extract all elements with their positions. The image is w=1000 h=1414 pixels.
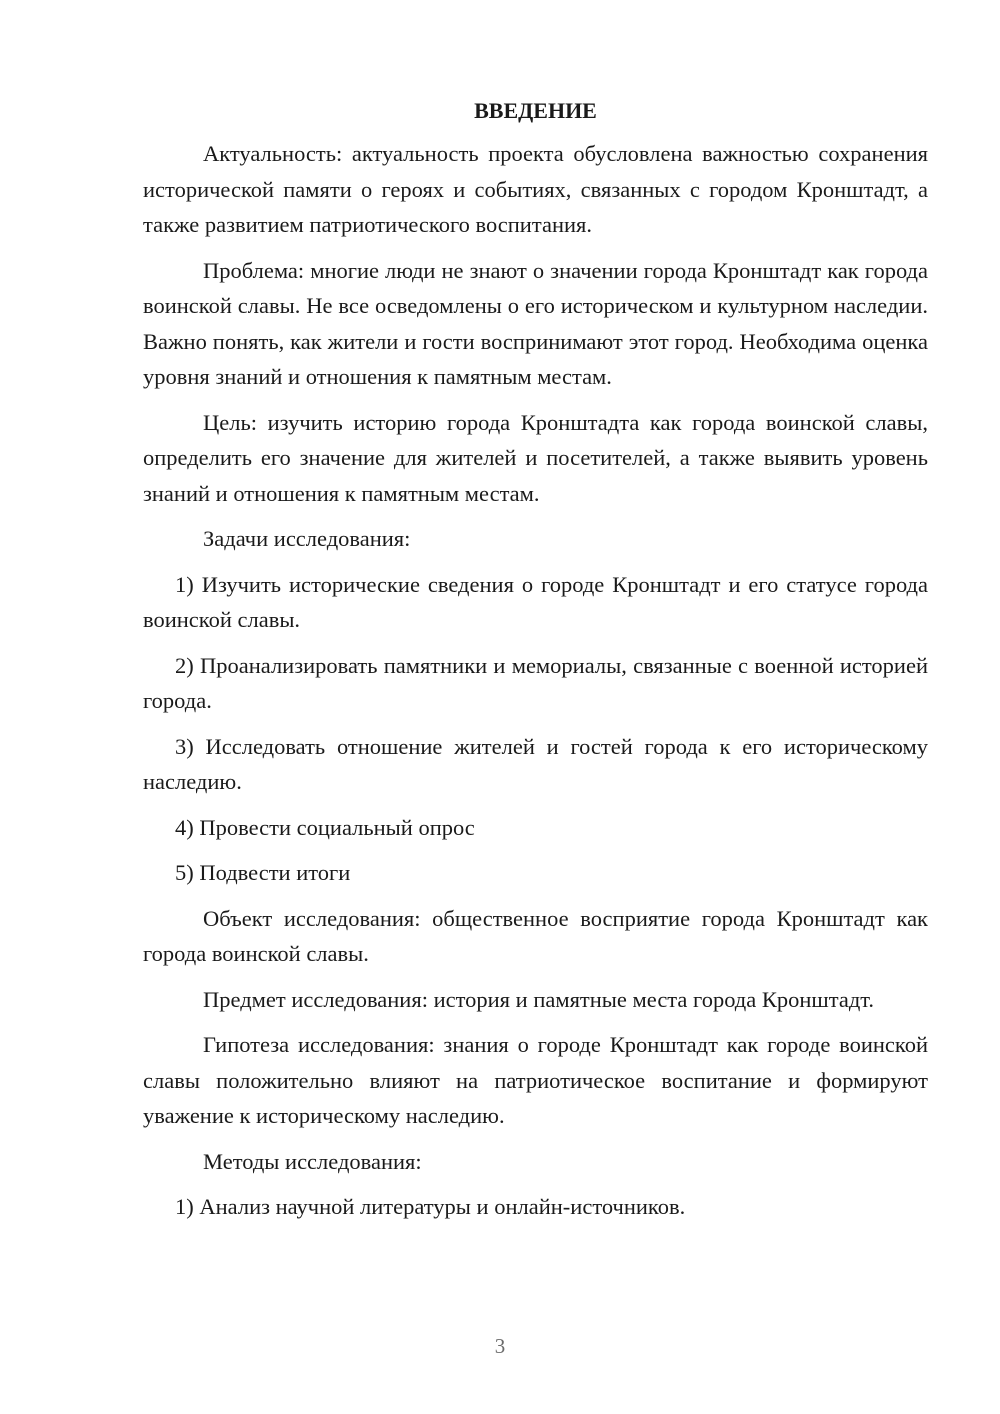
paragraph-problem: Проблема: многие люди не знают о значении города Кронштадт как города воинской славы. Не все осведомлены о его историческом и культурном наследии. Важно понять, как жители и гости воспринимают этот город. Необходима оценка уровня знаний и отношения к памятным местам.	[143, 257, 928, 389]
list-item-method-1: 1) Анализ научной литературы и онлайн-источников.	[175, 1194, 686, 1219]
list-item-task-2: 2) Проанализировать памятники и мемориалы, связанные с военной историей города.	[143, 652, 928, 713]
document-page	[143, 96, 928, 1235]
list-item-task-4: 4) Провести социальный опрос	[175, 814, 475, 840]
paragraph-tasks-heading: Задачи исследования:	[203, 526, 411, 551]
paragraph-hypothesis: Гипотеза исследования: знания о городе Кронштадт как городе воинской славы положительно влияют на патриотическое воспитание и формируют уважение к историческому наследию.	[143, 1032, 928, 1128]
paragraph-relevance: Актуальность: актуальность проекта обусловлена важностью сохранения исторической памяти о героях и событиях, связанных с городом Кронштадт, а также развитием патриотического воспитания.	[143, 141, 928, 237]
page-number: 3	[494, 1334, 506, 1358]
paragraph-object: Объект исследования: общественное восприятие города Кронштадт как города воинской славы.	[143, 905, 928, 966]
list-item-task-3: 3) Исследовать отношение жителей и гостей города к его историческому наследию.	[143, 733, 928, 794]
list-item-task-1: 1) Изучить исторические сведения о городе Кронштадт и его статусе города воинской славы.	[143, 571, 928, 632]
section-title: ВВЕДЕНИЕ	[474, 98, 597, 123]
paragraph-subject: Предмет исследования: история и памятные места города Кронштадт.	[203, 986, 875, 1012]
paragraph-methods-heading: Методы исследования:	[203, 1148, 422, 1174]
list-item-task-5: 5) Подвести итоги	[175, 860, 351, 885]
paragraph-goal: Цель: изучить историю города Кронштадта как города воинской славы, определить его значение для жителей и посетителей, а также выявить уровень знаний и отношения к памятным местам.	[143, 409, 928, 506]
